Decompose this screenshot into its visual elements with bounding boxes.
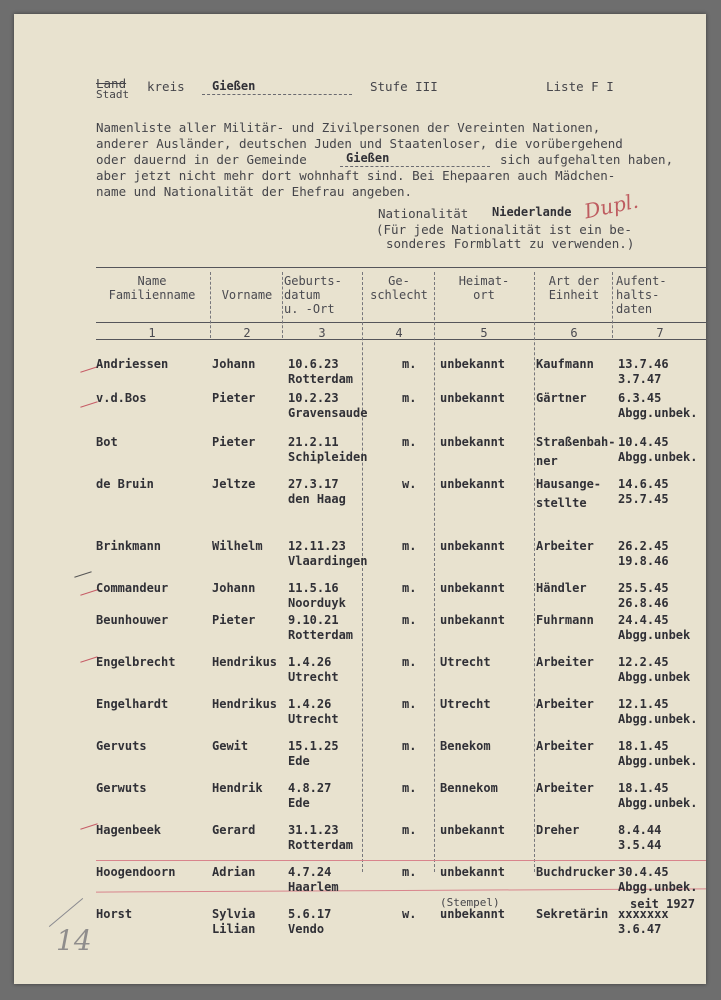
cell-einheit-2: ner [536,454,558,468]
cell-aufenthalt-1: 24.4.45 [618,613,669,627]
red-underline [96,888,706,892]
intro-line1: Namenliste aller Militär- und Zivilpersonen der Vereinten Nationen, [96,120,601,135]
cell-geschlecht: m. [402,435,417,449]
col-divider-6 [612,272,613,338]
stufe-label: Stufe III [370,79,438,94]
cell-geburtsdatum: 31.1.23 [288,823,339,837]
cell-geburtsort: Utrecht [288,712,339,726]
cell-familienname: v.d.Bos [96,391,147,405]
col-header-1-line1: Name [137,274,167,288]
cell-aufenthalt-2: 26.8.46 [618,596,669,610]
cell-geschlecht: m. [402,739,417,753]
cell-vorname-2: Lilian [212,922,256,936]
col-header-6-line2: Einheit [548,288,600,302]
cell-aufenthalt-1: 18.1.45 [618,781,669,795]
cell-aufenthalt-1: xxxxxxx [618,907,669,921]
col-divider-3 [362,272,363,872]
cell-aufenthalt-1: 14.6.45 [618,477,669,491]
cell-einheit: Gärtner [536,391,587,405]
cell-heimatort: unbekannt [440,539,506,553]
cell-einheit: Straßenbah- [536,435,616,449]
cell-aufenthalt-2: Abgg.unbek. [618,406,698,420]
col-header-5-line2: ort [473,288,495,302]
col-header-5-line1: Heimat- [458,274,510,288]
cell-familienname: Engelbrecht [96,655,176,669]
cell-familienname: Commandeur [96,581,169,595]
col-header-4-line2: schlecht [370,288,428,302]
col-header-3-line1: Geburts- [284,274,342,288]
col-header-1-line2: Familienname [108,288,196,302]
nationality-note2: sonderes Formblatt zu verwenden.) [386,236,635,251]
col-header-7-line2: halts- [616,288,660,302]
cell-geburtsdatum: 11.5.16 [288,581,339,595]
cell-geschlecht: m. [402,581,417,595]
nationality-value: Niederlande [492,205,572,219]
cell-aufenthalt-0: seit 1927 [630,897,696,911]
cell-heimatort: Bennekom [440,781,498,795]
cell-geschlecht: w. [402,477,417,491]
cell-einheit: Fuhrmann [536,613,594,627]
cell-aufenthalt-2: Abgg.unbek [618,670,691,684]
cell-familienname: Gervuts [96,739,147,753]
cell-vorname: Pieter [212,391,256,405]
col-header-4-line1: Ge- [388,274,410,288]
kreis-label: kreis [147,79,185,94]
col-number-2: 2 [243,326,251,340]
col-header-2-line2: Vorname [221,288,273,302]
col-header-7 [616,274,704,316]
cell-vorname: Johann [212,581,256,595]
cell-geschlecht: m. [402,357,417,371]
col-header-3-line2: datum [284,288,321,302]
cell-familienname: Brinkmann [96,539,162,553]
cell-geburtsort: Rotterdam [288,628,354,642]
cell-vorname: Gerard [212,823,256,837]
cell-einheit-2: stellte [536,496,587,510]
col-header-7-line3: daten [616,302,653,316]
cell-geburtsort: Vendo [288,922,325,936]
col-number-7: 7 [656,326,664,340]
cell-geschlecht: m. [402,823,417,837]
cell-aufenthalt-1: 18.1.45 [618,739,669,753]
cell-einheit: Arbeiter [536,697,594,711]
cell-familienname: Beunhouwer [96,613,169,627]
cell-geburtsdatum: 5.6.17 [288,907,332,921]
cell-geschlecht: m. [402,613,417,627]
cell-aufenthalt-1: 25.5.45 [618,581,669,595]
cell-aufenthalt-1: 26.2.45 [618,539,669,553]
cell-vorname: Johann [212,357,256,371]
cell-aufenthalt-1: 6.3.45 [618,391,662,405]
cell-familienname: Engelhardt [96,697,169,711]
col-number-5: 5 [480,326,488,340]
cell-geburtsort: Utrecht [288,670,339,684]
cell-geburtsdatum: 1.4.26 [288,697,332,711]
cell-heimatort: unbekannt [440,357,506,371]
cell-heimatort: unbekannt [440,907,506,921]
header-place: Gießen [212,79,256,93]
cell-vorname: Jeltze [212,477,256,491]
cell-aufenthalt-2: Abgg.unbek. [618,880,698,894]
cell-geschlecht: m. [402,391,417,405]
cell-aufenthalt-2: 3.6.47 [618,922,662,936]
col-number-3: 3 [318,326,326,340]
col-header-3 [284,274,360,316]
cell-aufenthalt-1: 8.4.44 [618,823,662,837]
col-divider-4 [434,272,435,872]
cell-heimatort: Utrecht [440,697,491,711]
cell-vorname: Pieter [212,435,256,449]
cell-geburtsort: Ede [288,754,310,768]
col-number-6: 6 [570,326,578,340]
document-sheet [14,14,706,984]
col-header-3-line3: u. -Ort [284,302,335,316]
cell-geschlecht: m. [402,865,417,879]
cell-heimatort: unbekannt [440,477,506,491]
cell-familienname: Bot [96,435,118,449]
cell-geburtsdatum: 21.2.11 [288,435,339,449]
table-header-rule [96,322,706,323]
intro-line3b: sich aufgehalten haben, [500,152,674,167]
intro-line3a: oder dauernd in der Gemeinde [96,152,307,167]
cell-heimatort: unbekannt [440,823,506,837]
cell-einheit: Kaufmann [536,357,594,371]
cell-familienname: de Bruin [96,477,154,491]
pencil-mark [49,898,83,927]
cell-geburtsdatum: 9.10.21 [288,613,339,627]
cell-einheit: Händler [536,581,587,595]
cell-aufenthalt-2: 3.5.44 [618,838,662,852]
cell-geburtsort: den Haag [288,492,346,506]
cell-einheit: Arbeiter [536,739,594,753]
cell-geburtsort: Vlaardingen [288,554,368,568]
cell-heimatort: unbekannt [440,391,506,405]
cell-einheit: Arbeiter [536,539,594,553]
cell-geburtsort: Ede [288,796,310,810]
cell-aufenthalt-2: Abgg.unbek [618,628,691,642]
cell-einheit: Buchdrucker [536,865,616,879]
stadt-struck: Land [96,76,127,91]
cell-geschlecht: m. [402,781,417,795]
col-header-2 [212,288,282,302]
col-divider-2 [282,272,283,338]
cell-geburtsdatum: 4.7.24 [288,865,332,879]
cell-vorname: Sylvia [212,907,256,921]
cell-aufenthalt-2: Abgg.unbek. [618,754,698,768]
intro-place-underline [340,166,490,167]
nationality-label: Nationalität [378,206,469,221]
cell-geburtsdatum: 4.8.27 [288,781,332,795]
cell-geburtsdatum: 15.1.25 [288,739,339,753]
cell-einheit: Dreher [536,823,580,837]
cell-heimatort: Benekom [440,739,491,753]
table-top-rule [96,267,706,268]
cell-heimatort: unbekannt [440,865,506,879]
cell-aufenthalt-2: 25.7.45 [618,492,669,506]
col-number-1: 1 [148,326,156,340]
cell-vorname: Gewit [212,739,249,753]
cell-aufenthalt-1: 10.4.45 [618,435,669,449]
col-header-4 [364,274,434,302]
cell-familienname: Hagenbeek [96,823,162,837]
col-divider-1 [210,272,211,338]
cell-geburtsort: Haarlem [288,880,339,894]
cell-vorname: Hendrikus [212,655,278,669]
cell-aufenthalt-1: 13.7.46 [618,357,669,371]
cell-aufenthalt-2: 19.8.46 [618,554,669,568]
cell-aufenthalt-1: 12.2.45 [618,655,669,669]
cell-vorname: Pieter [212,613,256,627]
cell-geburtsort: Rotterdam [288,838,354,852]
cell-geburtsort: Schipleiden [288,450,368,464]
cell-familienname: Hoogendoorn [96,865,176,879]
cell-geburtsort: Gravensaude [288,406,368,420]
intro-place: Gießen [346,151,390,165]
cell-vorname: Hendrikus [212,697,278,711]
cell-aufenthalt-2: Abgg.unbek. [618,450,698,464]
cell-einheit: Sekretärin [536,907,609,921]
dupl-stamp: Dupl. [582,188,641,224]
red-underline [96,860,706,861]
cell-geburtsort: Noorduyk [288,596,346,610]
cell-geburtsdatum: 27.3.17 [288,477,339,491]
col-number-4: 4 [395,326,403,340]
cell-einheit: Arbeiter [536,655,594,669]
cell-geburtsdatum: 1.4.26 [288,655,332,669]
col-divider-5 [534,272,535,872]
cell-geburtsdatum: 10.2.23 [288,391,339,405]
cell-geschlecht: m. [402,539,417,553]
col-header-1 [96,274,208,302]
col-header-5 [438,274,530,302]
cell-aufenthalt-2: Abgg.unbek. [618,796,698,810]
nationality-note1: (Für jede Nationalität ist ein be- [376,222,632,237]
header-place-underline [202,94,352,95]
cell-heimatort: unbekannt [440,435,506,449]
cell-geburtsort: Rotterdam [288,372,354,386]
cell-aufenthalt-2: 3.7.47 [618,372,662,386]
cell-vorname: Wilhelm [212,539,263,553]
intro-line5: name und Nationalität der Ehefrau angeben. [96,184,413,199]
cell-geburtsdatum: 10.6.23 [288,357,339,371]
cell-vorname: Adrian [212,865,256,879]
cell-familienname: Horst [96,907,133,921]
intro-line4: aber jetzt nicht mehr dort wohnhaft sind. Bei Ehepaaren auch Mädchen- [96,168,616,183]
col-header-7-line1: Aufent- [616,274,667,288]
cell-geschlecht: m. [402,655,417,669]
cell-familienname: Gerwuts [96,781,147,795]
intro-line2: anderer Ausländer, deutschen Juden und Staatenloser, die vorübergehend [96,136,623,151]
cell-aufenthalt-2: Abgg.unbek. [618,712,698,726]
cell-heimatort: unbekannt [440,581,506,595]
col-header-6 [536,274,612,302]
cell-geschlecht: w. [402,907,417,921]
cell-heimatort: unbekannt [440,613,506,627]
cell-heimat-note: (Stempel) [440,896,500,909]
cell-aufenthalt-1: 12.1.45 [618,697,669,711]
cell-einheit: Arbeiter [536,781,594,795]
col-header-6-line1: Art der [548,274,600,288]
cell-familienname: Andriessen [96,357,169,371]
cell-vorname: Hendrik [212,781,263,795]
cell-einheit: Hausange- [536,477,602,491]
pencil-page-number: 14 [56,924,92,957]
cell-aufenthalt-1: 30.4.45 [618,865,669,879]
stadt-label: Stadt [96,88,130,101]
cell-geburtsdatum: 12.11.23 [288,539,346,553]
pencil-mark [74,571,91,578]
cell-heimatort: Utrecht [440,655,491,669]
liste-label: Liste F I [546,79,614,94]
cell-geschlecht: m. [402,697,417,711]
